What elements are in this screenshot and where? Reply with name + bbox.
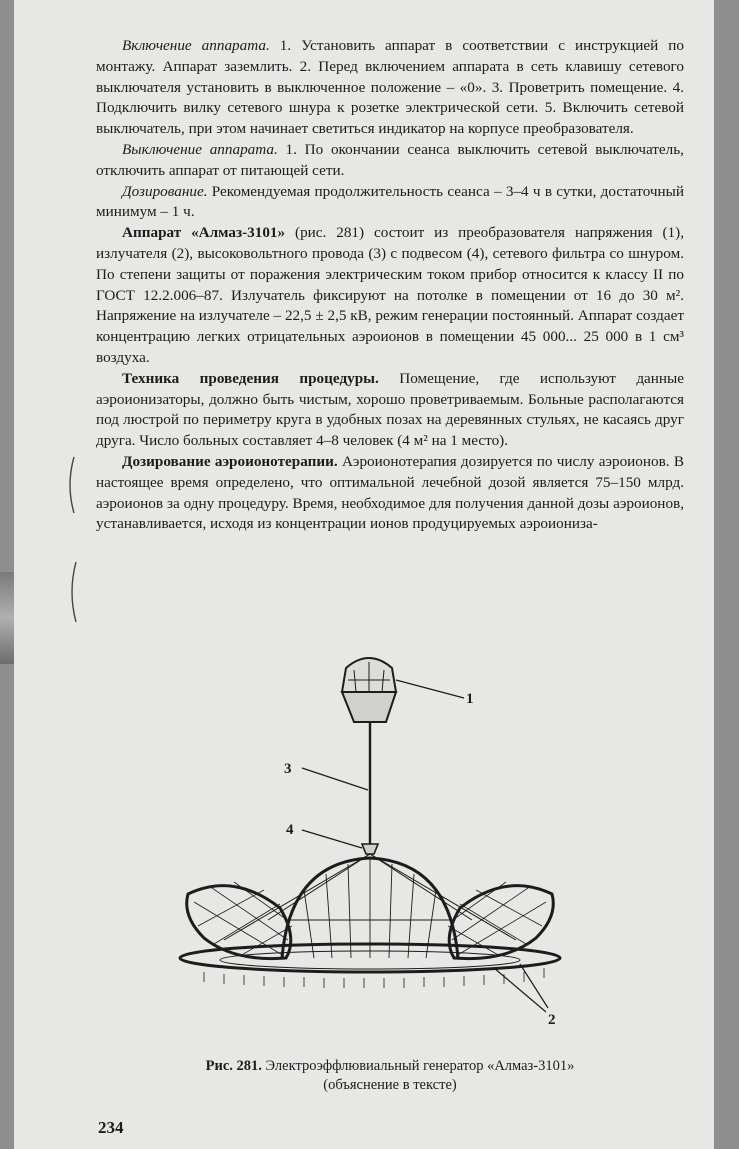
emitter-ring bbox=[180, 944, 560, 988]
leader-line-1 bbox=[396, 680, 464, 698]
label-3: 3 bbox=[284, 761, 292, 777]
paragraph-power-off: Выключение аппарата. 1. По окончании сеанса выключить сетевой выключатель, отключить аппарат от питающей сети. bbox=[96, 140, 684, 179]
body-text bbox=[96, 36, 684, 535]
caption-line-2: (объяснение в тексте) bbox=[323, 1077, 457, 1093]
caption-prefix: Рис. 281. bbox=[205, 1058, 262, 1074]
book-page bbox=[14, 0, 714, 1149]
label-2: 2 bbox=[548, 1012, 556, 1028]
leader-line-2a bbox=[494, 968, 546, 1012]
paragraph-aeroion-dosage: Дозирование аэроионотерапии. Аэроионотерапия дозируется по числу аэроионов. В настоящее время определено, что оптимальной лечебной дозой является 75–150 млрд. аэроионов за одну процедуру. Время, необходимое для получения данной дозы аэроионов, устанавливается, исходя из концентрации ионов продуцируемых аэроиониза- bbox=[96, 452, 684, 533]
label-1: 1 bbox=[466, 691, 474, 707]
label-4: 4 bbox=[286, 822, 294, 838]
margin-bracket-1 bbox=[64, 455, 78, 515]
margin-bracket-2 bbox=[66, 560, 80, 624]
figure-chandelier-diagram bbox=[164, 640, 654, 1050]
leader-line-3 bbox=[302, 768, 368, 790]
paragraph-device: Аппарат «Алмаз-3101» (рис. 281) состоит из преобразователя напряжения (1), излучателя (2), высоковольтного провода (3) с подвесом (4), сетевого фильтра со шнуром. По степени защиты от поражения электрическим током прибор относится к классу II по ГОСТ 12.2.006–87. Излучатель фиксируют на потолке в помещении от 16 до 30 м². Напряжение на излучателе – 22,5 ± 2,5 кВ, режим генерации постоянный. Аппарат создает концентрацию легких отрицательных аэроионов в помещении 45 000... 25 000 в 1 см³ воздуха. bbox=[96, 224, 684, 366]
caption-line-1: Электроэффлювиальный генератор «Алмаз-3101» bbox=[265, 1058, 575, 1074]
converter-housing bbox=[342, 658, 396, 722]
paragraph-dosage: Дозирование. Рекомендуемая продолжительность сеанса – 3–4 ч в сутки, достаточный минимум – 1 ч. bbox=[96, 182, 684, 221]
leader-line-4 bbox=[302, 830, 362, 848]
page-number: 234 bbox=[98, 1118, 124, 1137]
suspension-mount bbox=[362, 844, 378, 854]
figure-caption bbox=[96, 1057, 684, 1095]
paragraph-procedure: Техника проведения процедуры. Помещение, где используют данные аэроионизаторы, должно быть чистым, хорошо проветриваемым. Больные располагаются под люстрой по периметру круга в удобных позах на деревянных стульях, не касаясь друг друга. Число больных составляет 4–8 человек (4 м² на 1 место). bbox=[96, 369, 684, 450]
paragraph-power-on: Включение аппарата. 1. Установить аппарат в соответствии с инструкцией по монтажу. Аппарат заземлить. 2. Перед включением аппарата в сеть клавишу сетевого выключателя установить в выключенное положение – «0». 3. Проветрить помещение. 4. Подключить вилку сетевого шнура к розетке электрической сети. 5. Включить сетевой выключатель, при этом начинает светиться индикатор на корпусе преобразователя. bbox=[96, 37, 684, 138]
